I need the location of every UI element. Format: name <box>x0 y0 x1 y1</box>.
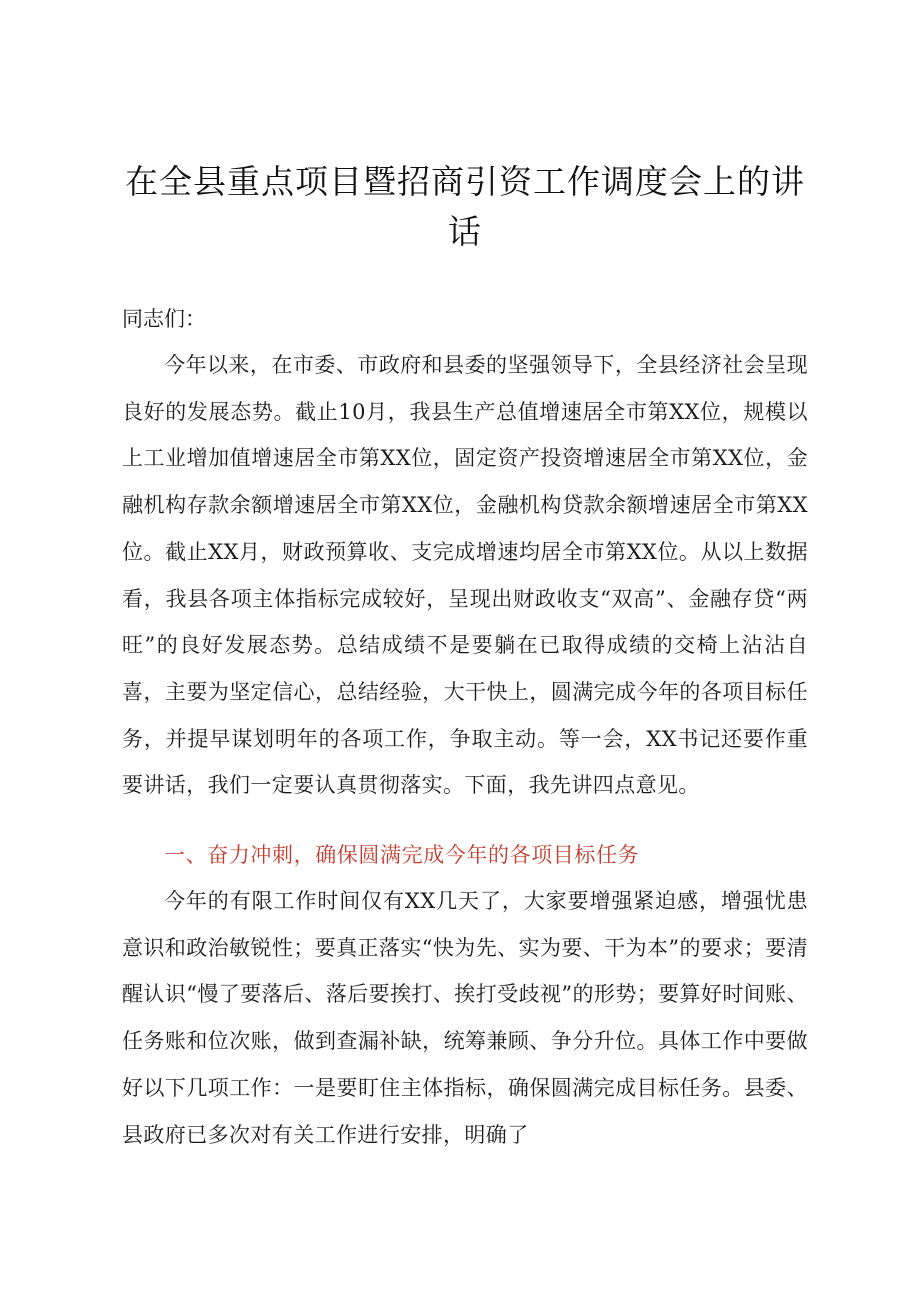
document-title: 在全县重点项目暨招商引资工作调度会上的讲话 <box>125 162 805 251</box>
section-heading-1: 一、奋力冲刺，确保圆满完成今年的各项目标任务 <box>164 843 640 867</box>
paragraph-section-1: 今年的有限工作时间仅有XX几天了，大家要增强紧迫感，增强忧患意识和政治敏锐性；要真正落实“快为先、实为要、干为本”的要求；要清醒认识“慢了要落后、落后要挨打、挨打受歧视”的形势；要算好时间账、任务账和位次账，做到查漏补缺，统筹兼顾、争分升位。具体工作中要做好以下几项工作：一是要盯住主体指标，确保圆满完成目标任务。县委、县政府已多次对有关工作进行安排，明确了 <box>122 889 808 1147</box>
greeting: 同志们： <box>122 307 206 331</box>
paragraph-intro: 今年以来，在市委、市政府和县委的坚强领导下，全县经济社会呈现良好的发展态势。截止10月，我县生产总值增速居全市第XX位，规模以上工业增加值增速居全市第XX位，固定资产投资增速居全市第XX位，金融机构存款余额增速居全市第XX位，金融机构贷款余额增速居全市第XX位。截止XX月，财政预算收、支完成增速均居全市第XX位。从以上数据看，我县各项主体指标完成较好，呈现出财政收支“双高”、金融存贷“两旺”的良好发展态势。总结成绩不是要躺在已取得成绩的交椅上沾沾自喜，主要为坚定信心，总结经验，大干快上，圆满完成今年的各项目标任务，并提早谋划明年的各项工作，争取主动。等一会，XX书记还要作重要讲话，我们一定要认真贯彻落实。下面，我先讲四点意见。 <box>122 353 808 798</box>
